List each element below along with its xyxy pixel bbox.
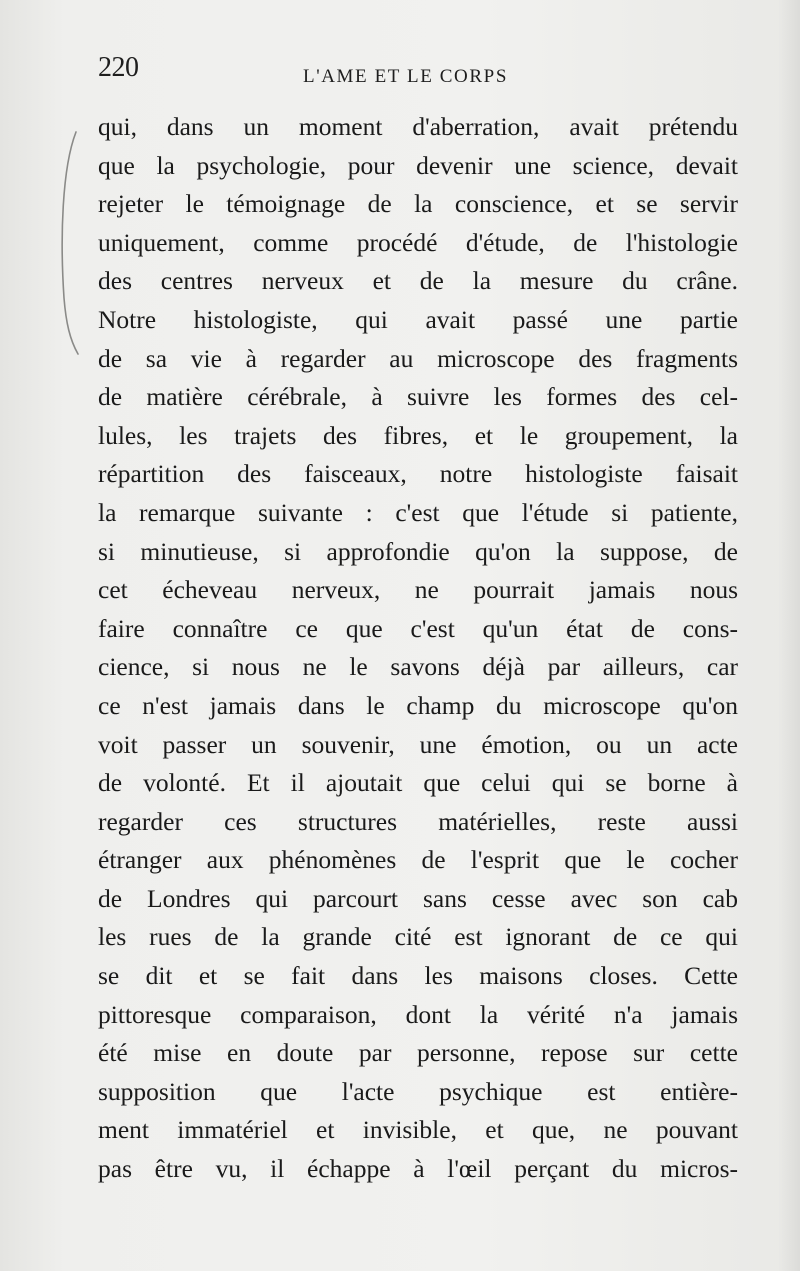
text-line: ment immatériel et invisible, et que, ne pouvant: [98, 1115, 738, 1145]
text-line: de volonté. Et il ajoutait que celui qui se borne à: [98, 768, 738, 798]
text-line: des centres nerveux et de la mesure du crâne.: [98, 266, 738, 296]
text-line: cience, si nous ne le savons déjà par ailleurs, car: [98, 652, 738, 682]
text-line: Notre histologiste, qui avait passé une partie: [98, 304, 738, 334]
text-line: regarder ces structures matérielles, reste aussi: [98, 806, 738, 836]
text-line: de Londres qui parcourt sans cesse avec son cab: [98, 883, 738, 913]
text-line: ce n'est jamais dans le champ du microscope qu'on: [98, 690, 738, 720]
text-line: répartition des faisceaux, notre histologiste faisait: [98, 459, 738, 489]
page-edge-shadow: [778, 0, 800, 1271]
text-line: lules, les trajets des fibres, et le groupement, la: [98, 420, 738, 450]
text-line: pittoresque comparaison, dont la vérité n'a jamais: [98, 999, 738, 1029]
text-line: les rues de la grande cité est ignorant de ce qui: [98, 922, 738, 952]
text-line: pas être vu, il échappe à l'œil perçant du micros-: [98, 1154, 738, 1184]
text-line: voit passer un souvenir, une émotion, ou un acte: [98, 729, 738, 759]
text-line: faire connaître ce que c'est qu'un état de cons-: [98, 613, 738, 643]
text-line: se dit et se fait dans les maisons closes. Cette: [98, 961, 738, 991]
running-head: L'AME ET LE CORPS: [303, 66, 508, 87]
text-line: que la psychologie, pour devenir une science, devait: [98, 150, 738, 180]
text-line: de sa vie à regarder au microscope des fragments: [98, 343, 738, 373]
pencil-bracket-mark: [54, 128, 94, 358]
text-line: la remarque suivante : c'est que l'étude si patiente,: [98, 497, 738, 527]
text-line: cet écheveau nerveux, ne pourrait jamais nous: [98, 575, 738, 605]
text-line: rejeter le témoignage de la conscience, et se servir: [98, 189, 738, 219]
text-line: été mise en doute par personne, repose sur cette: [98, 1038, 738, 1068]
page-number: 220: [98, 52, 139, 83]
body-text: [98, 108, 738, 1189]
text-line: uniquement, comme procédé d'étude, de l'histologie: [98, 227, 738, 257]
text-line: étranger aux phénomènes de l'esprit que le cocher: [98, 845, 738, 875]
text-line: qui, dans un moment d'aberration, avait prétendu: [98, 112, 738, 141]
text-line: de matière cérébrale, à suivre les formes des cel-: [98, 382, 738, 412]
page-header: [98, 52, 738, 92]
text-line: si minutieuse, si approfondie qu'on la suppose, de: [98, 536, 738, 566]
text-line: supposition que l'acte psychique est entière-: [98, 1076, 738, 1106]
